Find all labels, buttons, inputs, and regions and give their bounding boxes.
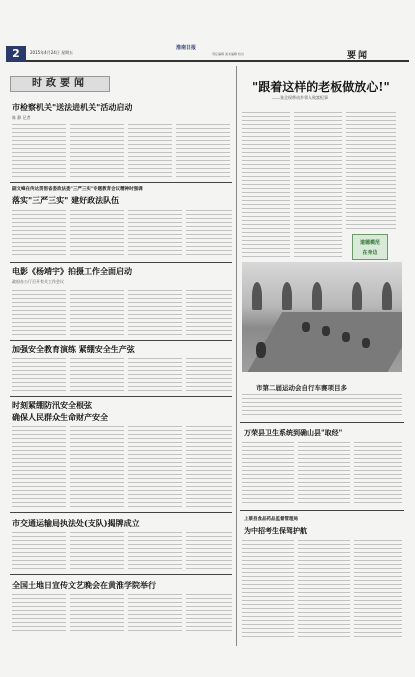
column-divider [236,66,237,646]
article-body [346,112,396,230]
headline-land-day: 全国土地日宣传文艺晚会在黄淮学院举行 [12,580,156,590]
article-body [12,210,66,258]
article-body [242,442,294,506]
divider [10,512,232,513]
article-body [12,124,66,178]
article-body [12,532,66,572]
article-body [186,594,232,634]
article-body [186,290,232,336]
headline-food-safety: 为中招考生保驾护航 [244,526,307,535]
article-body [128,594,182,634]
headline-film: 电影《杨靖宇》拍摄工作全面启动 [12,266,132,276]
article-body [128,290,182,336]
divider [10,340,232,341]
article-body [70,426,124,508]
article-body [12,290,66,336]
section-title: 时政要闻 [10,76,110,92]
article-body [186,426,232,508]
article-body [242,112,290,258]
kicker: 副文峰在传达贯彻省委政法委"三严三实"专题教育会议精神时强调 [12,187,143,192]
article-body [242,540,294,640]
headline-safety: 加强安全教育演练 紧绷安全生产弦 [12,344,135,354]
photo-caption: 市第二届运动会自行车赛项目多 [256,384,347,392]
divider [10,396,232,397]
article-body [70,290,124,336]
article-body [298,540,350,640]
article-body [70,358,124,392]
byline: 陈 静 记者 [12,115,31,120]
article-body [12,426,66,508]
masthead: 淮南日报 [176,45,197,51]
kicker: 上蔡县食品药品监督管理局 [244,517,298,522]
badge-line-2: 在身边 [362,250,378,256]
page-number: 2 [6,46,26,62]
issue-date: 2015年4月24日 星期五 [30,50,74,55]
article-body [186,210,232,258]
article-body [294,112,342,258]
divider [10,574,232,575]
article-body [186,358,232,392]
article-body [70,532,124,572]
headline-politics: 落实"三严三实" 建好政法队伍 [12,195,120,205]
article-body [70,124,124,178]
article-body [70,594,124,634]
headline-health-system: 万荣县卫生系统到确山县"取经" [244,428,343,437]
article-body [298,442,350,506]
subhead: 政府办公厅召开有关工作会议 [12,279,64,284]
article-body [128,426,182,508]
headline-transport: 市交通运输局执法处(支队)揭牌成立 [12,518,140,528]
feature-subtitle: ——张全权带动乡邻人致富纪事 [272,95,328,100]
article-body [176,124,230,178]
headline-flood-line2: 确保人民群众生命财产安全 [12,412,108,422]
article-body [186,532,232,572]
feature-title: "跟着这样的老板做放心!" [252,80,390,94]
article-body [128,210,182,258]
caption-body [242,394,402,416]
article-body [354,540,402,640]
moral-model-badge [352,234,388,260]
section-name: 要闻 [346,51,369,61]
masthead-sub: 责任编辑 美术编辑 校对 [212,52,244,56]
article-body [128,358,182,392]
badge-line-1: 道德模范 [359,240,380,246]
divider [10,182,232,183]
divider [240,510,404,511]
article-body [70,210,124,258]
divider [10,262,232,263]
article-body [12,594,66,634]
article-body [354,442,402,506]
headline-procuratorate: 市检察机关"送法进机关"活动启动 [12,102,133,112]
headline-flood: 时刻紧绷防汛安全根弦 [12,400,92,410]
cycling-photo [242,262,402,372]
article-body [12,358,66,392]
article-body [128,532,182,572]
divider [240,422,404,423]
article-body [128,124,172,178]
